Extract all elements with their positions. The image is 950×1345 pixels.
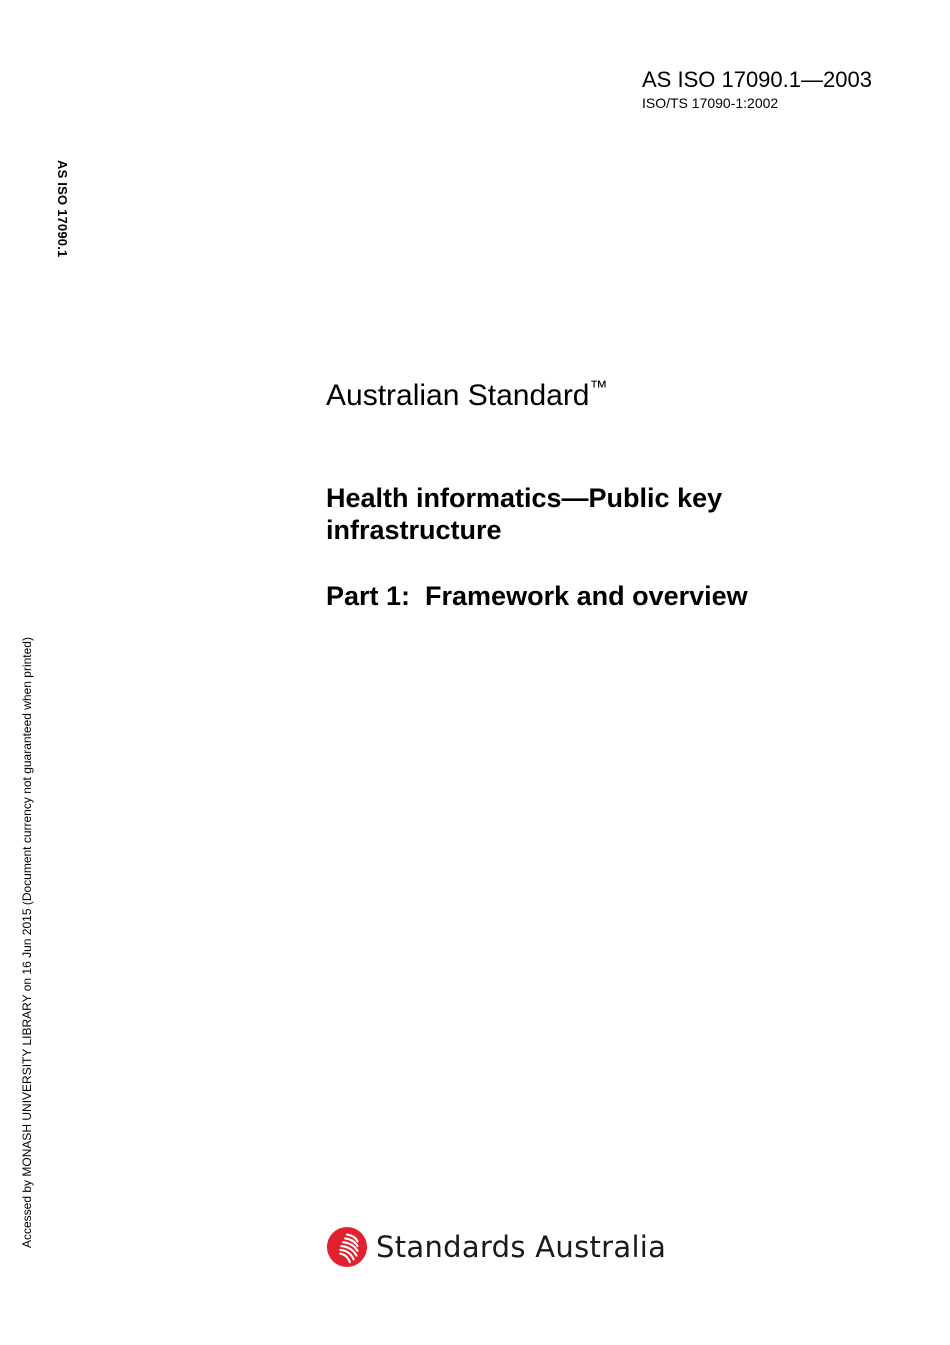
trademark-symbol: ™ [589, 377, 608, 397]
access-note: Accessed by MONASH UNIVERSITY LIBRARY on 16 Jun 2015 (Document currency not guaranteed when printed) [20, 637, 34, 1248]
document-title: Health informatics—Public key infrastructure [326, 483, 723, 545]
standard-number: AS ISO 17090.1—2003 [642, 67, 872, 92]
iso-reference-number: ISO/TS 17090-1:2002 [642, 95, 779, 111]
publisher-name: Standards Australia [376, 1230, 667, 1264]
standards-australia-logo-icon [326, 1225, 368, 1269]
document-type-text: Australian Standard [326, 379, 590, 412]
publisher-block [326, 1224, 666, 1270]
spine-label: AS ISO 17090.1 [55, 160, 70, 258]
document-type [326, 378, 608, 414]
document-part-title: Part 1: Framework and overview [326, 581, 748, 611]
